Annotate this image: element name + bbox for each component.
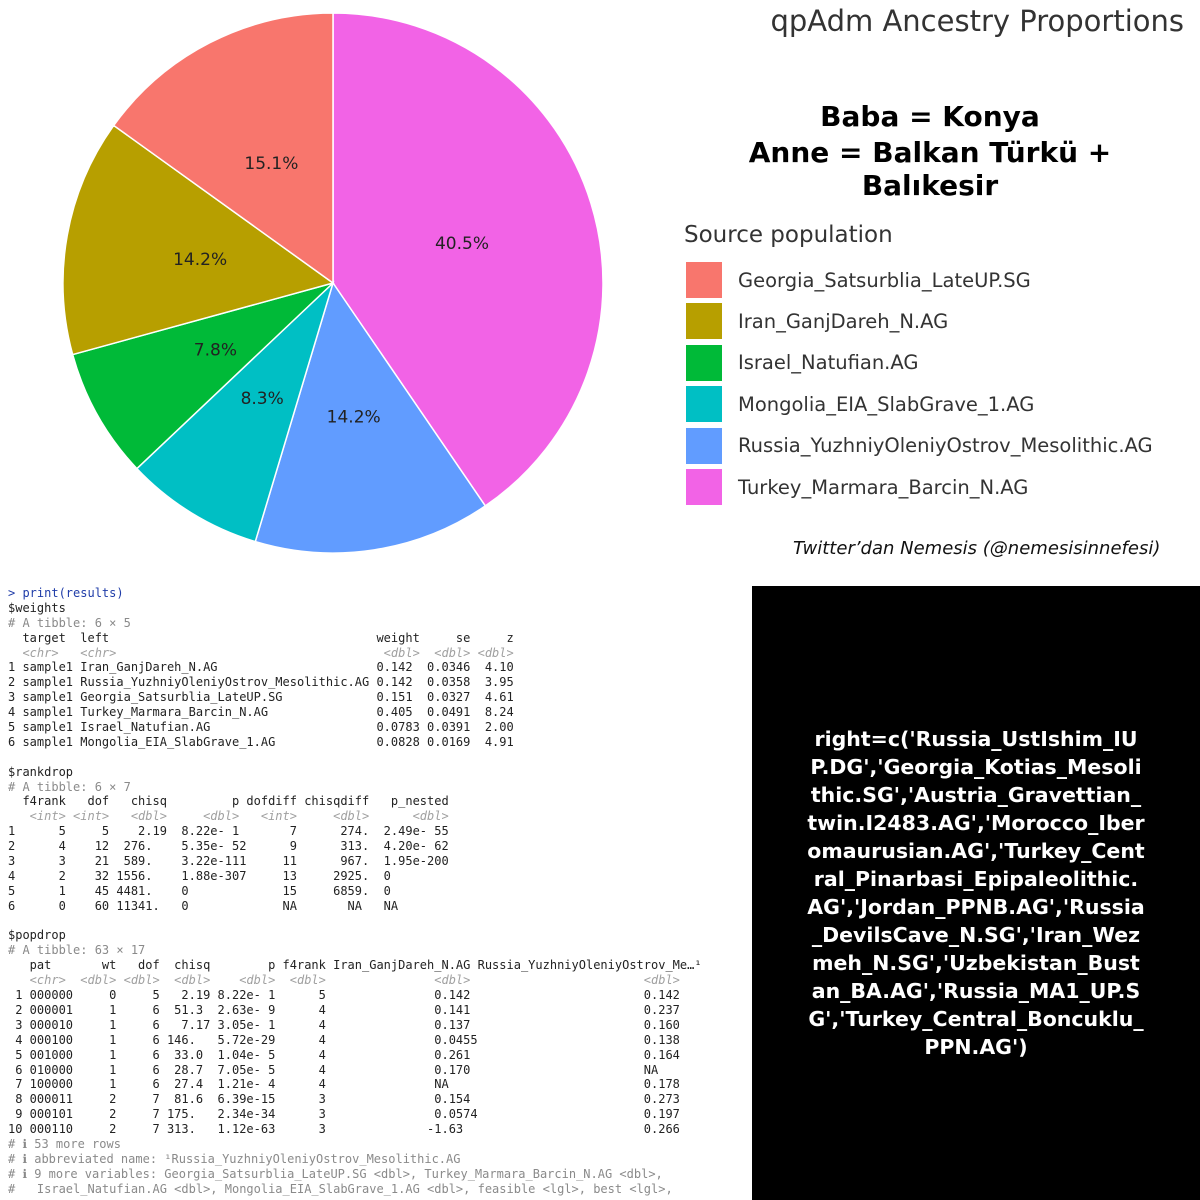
right-populations-panel [752, 586, 1200, 1200]
console-line: 1 sample1 Iran_GanjDareh_N.AG 0.142 0.0346 4.10 [8, 660, 514, 675]
pie-slice-label-1: 14.2% [326, 407, 381, 428]
legend-label: Turkey_Marmara_Barcin_N.AG [738, 475, 1029, 499]
r-console-output [0, 586, 752, 1200]
legend-item [686, 427, 1153, 465]
console-line: $popdrop [8, 928, 66, 943]
console-line: # Israel_Natufian.AG <dbl>, Mongolia_EIA_SlabGrave_1.AG <dbl>, feasible <lgl>, best <lgl>, [8, 1181, 673, 1196]
legend-label: Israel_Natufian.AG [738, 351, 919, 375]
console-line: # ℹ 9 more variables: Georgia_Satsurblia_LateUP.SG <dbl>, Turkey_Marmara_Barcin_N.AG <dbl>, [8, 1166, 663, 1181]
console-line: 3 000010 1 6 7.17 3.05e- 1 4 0.137 0.160 [8, 1017, 680, 1032]
console-line: <chr> <dbl> <dbl> <dbl> <dbl> <dbl> <dbl> <dbl> [8, 973, 680, 988]
legend-label: Georgia_Satsurblia_LateUP.SG [738, 268, 1031, 292]
console-line: target left weight se z [8, 630, 514, 645]
note-baba: Baba = Konya [820, 100, 1040, 133]
console-line: 1 5 5 2.19 8.22e- 1 7 274. 2.49e- 55 [8, 824, 449, 839]
pie-slice-label-5: 15.1% [244, 153, 299, 174]
legend-item [686, 468, 1028, 506]
credit-text: Twitter’dan Nemesis (@nemesisinnefesi) [793, 538, 1161, 559]
console-line: pat wt dof chisq p f4rank Iran_GanjDareh_N.AG Russia_YuzhniyOleniyOstrov_Me…¹ [8, 958, 702, 973]
chart-panel [0, 0, 1200, 586]
pie-slice-label-3: 7.8% [193, 340, 237, 361]
console-line: 6 sample1 Mongolia_EIA_SlabGrave_1.AG 0.0828 0.0169 4.91 [8, 734, 514, 749]
legend-item [686, 344, 918, 382]
console-line: 4 2 32 1556. 1.88e-307 13 2925. 0 [8, 868, 391, 883]
console-line: # ℹ 53 more rows [8, 1136, 121, 1151]
console-line: <int> <int> <dbl> <dbl> <int> <dbl> <dbl> [8, 809, 449, 824]
legend-label: Iran_GanjDareh_N.AG [738, 309, 949, 333]
legend-item [686, 385, 1034, 423]
pie-slice-label-0: 40.5% [434, 234, 489, 255]
right-populations-text: right=c('Russia_UstIshim_IUP.DG','Georgia_Kotias_Mesolithic.SG','Austria_Gravettian_twin.I2483.AG','Morocco_Iberomaurusian.AG','Turkey_Central_Pinarbasi_Epipaleolithic.AG','Jordan_PPNB.AG','Russia_DevilsCave_N.SG','Iran_Wezmeh_N.SG','Uzbekistan_Bustan_BA.AG','Russia_MA1_UP.SG','Turkey_Central_Boncuklu_PPN.AG') [807, 727, 1145, 1059]
console-line: 6 0 60 11341. 0 NA NA NA [8, 898, 399, 913]
legend-swatch [686, 469, 722, 505]
console-line: 4 000100 1 6 146. 5.72e-29 4 0.0455 0.138 [8, 1032, 680, 1047]
console-line: 6 010000 1 6 28.7 7.05e- 5 4 0.170 NA [8, 1062, 659, 1077]
pie-chart [0, 0, 680, 586]
console-line: # A tibble: 63 × 17 [8, 943, 146, 958]
legend-swatch [686, 262, 722, 298]
console-line: 5 001000 1 6 33.0 1.04e- 5 4 0.261 0.164 [8, 1047, 680, 1062]
console-line [8, 750, 752, 765]
console-line: f4rank dof chisq p dofdiff chisqdiff p_nested [8, 794, 449, 809]
pie-slice-label-4: 14.2% [173, 250, 228, 271]
console-line: 1 000000 0 5 2.19 8.22e- 1 5 0.142 0.142 [8, 988, 680, 1003]
console-line: 2 sample1 Russia_YuzhniyOleniyOstrov_Mesolithic.AG 0.142 0.0358 3.95 [8, 675, 514, 690]
console-line: 9 000101 2 7 175. 2.34e-34 3 0.0574 0.197 [8, 1107, 680, 1122]
console-line: 2 000001 1 6 51.3 2.63e- 9 4 0.141 0.237 [8, 1002, 680, 1017]
console-line: $rankdrop [8, 764, 74, 779]
legend-swatch [686, 386, 722, 422]
chart-title: qpAdm Ancestry Proportions [770, 4, 1184, 38]
console-line: 3 sample1 Georgia_Satsurblia_LateUP.SG 0.151 0.0327 4.61 [8, 690, 514, 705]
console-line: <chr> <chr> <dbl> <dbl> <dbl> [8, 645, 514, 660]
console-line: 5 sample1 Israel_Natufian.AG 0.0783 0.0391 2.00 [8, 720, 514, 735]
console-line: 4 sample1 Turkey_Marmara_Barcin_N.AG 0.405 0.0491 8.24 [8, 705, 514, 720]
legend-item [686, 302, 948, 340]
console-line: # A tibble: 6 × 5 [8, 615, 131, 630]
pie-slice-label-2: 8.3% [240, 388, 284, 409]
console-line: $weights [8, 600, 66, 615]
console-line [8, 914, 752, 929]
legend-title: Source population [684, 222, 893, 248]
console-line: # A tibble: 6 × 7 [8, 779, 131, 794]
legend-item [686, 261, 1031, 299]
legend-swatch [686, 303, 722, 339]
legend-swatch [686, 428, 722, 464]
note-anne: Anne = Balkan Türkü + Balıkesir [748, 136, 1112, 202]
console-line: 3 3 21 589. 3.22e-111 11 967. 1.95e-200 [8, 854, 449, 869]
console-line: > print(results) [8, 586, 124, 600]
console-line: 8 000011 2 7 81.6 6.39e-15 3 0.154 0.273 [8, 1092, 680, 1107]
legend-label: Russia_YuzhniyOleniyOstrov_Mesolithic.AG [738, 434, 1153, 458]
console-line: 10 000110 2 7 313. 1.12e-63 3 -1.63 0.266 [8, 1122, 680, 1137]
console-line: 7 100000 1 6 27.4 1.21e- 4 4 NA 0.178 [8, 1077, 680, 1092]
legend-label: Mongolia_EIA_SlabGrave_1.AG [738, 392, 1035, 416]
console-line: 5 1 45 4481. 0 15 6859. 0 [8, 883, 391, 898]
console-line: 2 4 12 276. 5.35e- 52 9 313. 4.20e- 62 [8, 839, 449, 854]
console-line: # ℹ abbreviated name: ¹Russia_YuzhniyOleniyOstrov_Mesolithic.AG [8, 1151, 461, 1166]
legend-swatch [686, 345, 722, 381]
